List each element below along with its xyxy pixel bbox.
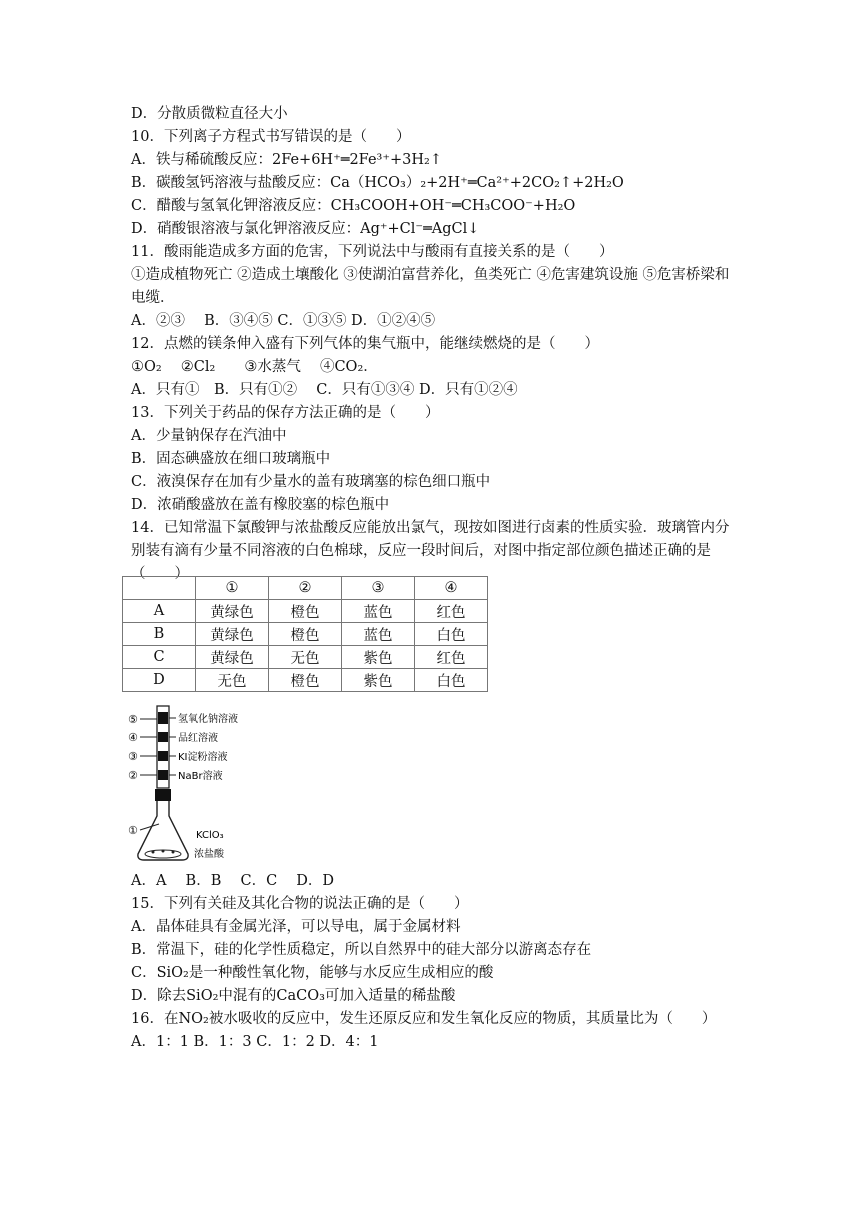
q14-options: A．A B．B C．C D．D <box>131 873 335 889</box>
q13-option-b: B．固态碘盛放在细口玻璃瓶中 <box>131 451 331 467</box>
table-header-cell: ④ <box>415 577 488 600</box>
cotton-ball-2 <box>158 770 168 780</box>
cotton-ball-3 <box>158 751 168 761</box>
q16-options: A．1：1 B．1：3 C．1：2 D．4：1 <box>131 1034 379 1050</box>
q14-color-table <box>122 576 488 692</box>
table-cell: 无色 <box>196 669 269 692</box>
table-cell: 橙色 <box>269 669 342 692</box>
table-header-cell <box>123 577 196 600</box>
cotton-ball-5 <box>158 712 168 724</box>
stopper <box>155 789 171 801</box>
q16-stem: 16．在NO₂被水吸收的反应中，发生还原反应和发生氧化反应的物质，其质量比为（ ） <box>131 1011 717 1027</box>
table-cell: A <box>123 600 196 623</box>
q10-stem: 10．下列离子方程式书写错误的是（ ） <box>131 129 411 145</box>
label-conc-hcl: 浓盐酸 <box>194 849 224 860</box>
table-cell: 橙色 <box>269 623 342 646</box>
q11-statements: ①造成植物死亡 ②造成土壤酸化 ③使湖泊富营养化，鱼类死亡 ④危害建筑设施 ⑤危害桥梁和电缆． <box>131 267 730 306</box>
q13-stem: 13．下列关于药品的保存方法正确的是（ ） <box>131 405 440 421</box>
table-row <box>123 669 488 692</box>
label-nabr: NaBr溶液 <box>178 771 223 782</box>
table-row <box>123 623 488 646</box>
table-cell: D <box>123 669 196 692</box>
cotton-ball-4 <box>158 732 168 742</box>
label-ki-starch: KI淀粉溶液 <box>178 752 228 763</box>
q11-stem: 11．酸雨能造成多方面的危害，下列说法中与酸雨有直接关系的是（ ） <box>131 244 614 260</box>
q11-options: A．②③ B．③④⑤ C．①③⑤ D．①②④⑤ <box>131 313 436 329</box>
table-cell: B <box>123 623 196 646</box>
q14-stem: 14．已知常温下氯酸钾与浓盐酸反应能放出氯气，现按如图进行卤素的性质实验．玻璃管内分别装有滴有少量不同溶液的白色棉球，反应一段时间后，对图中指定部位颜色描述正确的是（ ） <box>131 520 730 582</box>
table-row <box>123 646 488 669</box>
table-row <box>123 600 488 623</box>
apparatus-figure <box>128 704 258 864</box>
table-cell: 红色 <box>415 646 488 669</box>
table-header-cell: ② <box>269 577 342 600</box>
q15-option-b: B．常温下，硅的化学性质稳定，所以自然界中的硅大部分以游离态存在 <box>131 942 592 958</box>
table-cell: 紫色 <box>342 669 415 692</box>
label-kclo3: KClO₃ <box>196 830 224 841</box>
table-cell: 白色 <box>415 669 488 692</box>
table-cell: 黄绿色 <box>196 623 269 646</box>
table-header-cell: ③ <box>342 577 415 600</box>
q12-stem: 12．点燃的镁条伸入盛有下列气体的集气瓶中，能继续燃烧的是（ ） <box>131 336 599 352</box>
table-header-cell: ① <box>196 577 269 600</box>
q13-option-c: C．液溴保存在加有少量水的盖有玻璃塞的棕色细口瓶中 <box>131 474 491 490</box>
q10-option-a: A．铁与稀硫酸反应：2Fe+6H⁺═2Fe³⁺+3H₂↑ <box>131 152 442 168</box>
q10-option-c: C．醋酸与氢氧化钾溶液反应：CH₃COOH+OH⁻═CH₃COO⁻+H₂O <box>131 198 576 214</box>
table-cell: 黄绿色 <box>196 600 269 623</box>
table-cell: 橙色 <box>269 600 342 623</box>
q10-option-b: B．碳酸氢钙溶液与盐酸反应：Ca（HCO₃）₂+2H⁺═Ca²⁺+2CO₂↑+2H₂O <box>131 175 624 191</box>
table-cell: 红色 <box>415 600 488 623</box>
q15-option-c: C．SiO₂是一种酸性氧化物，能够与水反应生成相应的酸 <box>131 965 494 981</box>
label-pinhong: 品红溶液 <box>178 733 218 744</box>
q12-statements: ①O₂ ②Cl₂ ③水蒸气 ④CO₂． <box>131 359 378 375</box>
table-cell: 蓝色 <box>342 623 415 646</box>
q15-option-d: D．除去SiO₂中混有的CaCO₃可加入适量的稀盐酸 <box>131 988 456 1004</box>
q9-option-d: D．分散质微粒直径大小 <box>131 106 288 122</box>
table-header-row <box>123 577 488 600</box>
label-number-3: ③ <box>128 750 138 763</box>
table-cell: 紫色 <box>342 646 415 669</box>
table-cell: 黄绿色 <box>196 646 269 669</box>
label-number-4: ④ <box>128 731 138 744</box>
label-number-1: ① <box>128 824 138 837</box>
q13-option-a: A．少量钠保存在汽油中 <box>131 428 287 444</box>
q12-options: A．只有① B．只有①② C．只有①③④ D．只有①②④ <box>131 382 518 398</box>
label-naoh: 氢氧化钠溶液 <box>178 714 238 725</box>
q13-option-d: D．浓硝酸盛放在盖有橡胶塞的棕色瓶中 <box>131 497 390 513</box>
table-cell: C <box>123 646 196 669</box>
q15-option-a: A．晶体硅具有金属光泽，可以导电，属于金属材料 <box>131 919 461 935</box>
table-cell: 白色 <box>415 623 488 646</box>
label-number-5: ⑤ <box>128 713 138 726</box>
table-cell: 蓝色 <box>342 600 415 623</box>
q10-option-d: D．硝酸银溶液与氯化钾溶液反应：Ag⁺+Cl⁻═AgCl↓ <box>131 221 480 237</box>
table-cell: 无色 <box>269 646 342 669</box>
label-number-2: ② <box>128 769 138 782</box>
q15-stem: 15．下列有关硅及其化合物的说法正确的是（ ） <box>131 896 469 912</box>
